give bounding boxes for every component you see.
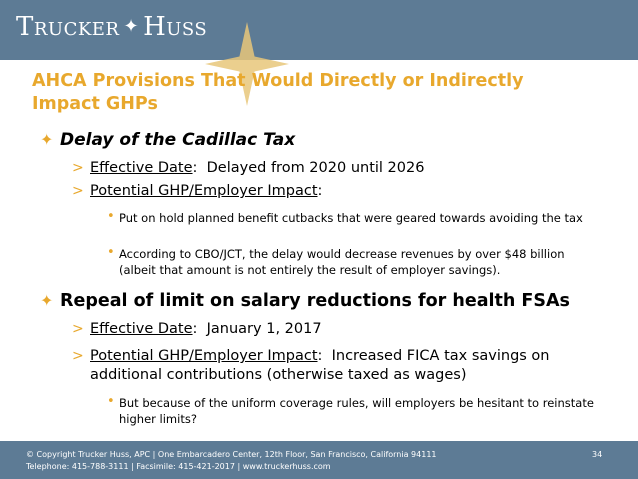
brand-separator-icon: ✦	[123, 16, 140, 37]
brand-name-right: Huss	[143, 12, 208, 42]
item-label: Potential GHP/Employer Impact	[90, 348, 318, 364]
dot-bullet-icon: •	[107, 209, 115, 224]
chevron-right-icon: >	[72, 348, 84, 364]
item-text: : Delayed from 2020 until 2026	[192, 160, 425, 176]
section-heading-text: Repeal of limit on salary reductions for health FSAs	[60, 291, 570, 311]
list-item	[72, 347, 610, 385]
item-text: : January 1, 2017	[192, 321, 322, 337]
item-label: Effective Date	[90, 160, 193, 176]
list-item	[72, 182, 323, 201]
bullet-text: According to CBO/JCT, the delay would decrease revenues by over $48 billion (albeit that amount is not entirely the result of employer savings).	[119, 247, 565, 277]
slide-title: AHCA Provisions That Would Directly or Indirectly Impact GHPs	[32, 71, 524, 114]
star-bullet-icon: ✦	[40, 291, 54, 310]
list-item	[72, 320, 322, 339]
item-label: Potential GHP/Employer Impact	[90, 183, 318, 199]
footer-contact: Telephone: 415-788-3111 | Facsimile: 415-421-2017 | www.truckerhuss.com	[26, 462, 331, 471]
chevron-right-icon: >	[72, 160, 84, 176]
section-heading-health-fsas	[40, 291, 570, 311]
list-item	[107, 209, 599, 226]
dot-bullet-icon: •	[107, 245, 115, 260]
chevron-right-icon: >	[72, 183, 84, 199]
footer-bar	[0, 441, 638, 479]
bullet-text: But because of the uniform coverage rules, will employers be hesitant to reinstate higher limits?	[119, 396, 594, 426]
brand-name-left: Trucker	[16, 12, 120, 42]
page-number: 34	[592, 450, 603, 459]
footer-copyright: © Copyright Trucker Huss, APC | One Embarcadero Center, 12th Floor, San Francisco, California 94111	[26, 450, 437, 459]
brand-logo	[16, 12, 207, 42]
star-bullet-icon: ✦	[40, 130, 54, 149]
header-bar	[0, 0, 638, 60]
chevron-right-icon: >	[72, 321, 84, 337]
item-label: Effective Date	[90, 321, 193, 337]
list-item	[107, 394, 599, 427]
list-item	[72, 159, 425, 178]
section-heading-cadillac-tax	[40, 130, 296, 150]
item-text: : Increased FICA tax savings on additional contributions (otherwise taxed as wages)	[90, 348, 555, 383]
list-item	[107, 245, 599, 278]
dot-bullet-icon: •	[107, 394, 115, 409]
item-text: :	[317, 183, 323, 199]
section-heading-text: Delay of the Cadillac Tax	[60, 130, 296, 150]
bullet-text: Put on hold planned benefit cutbacks that were geared towards avoiding the tax	[119, 211, 583, 225]
